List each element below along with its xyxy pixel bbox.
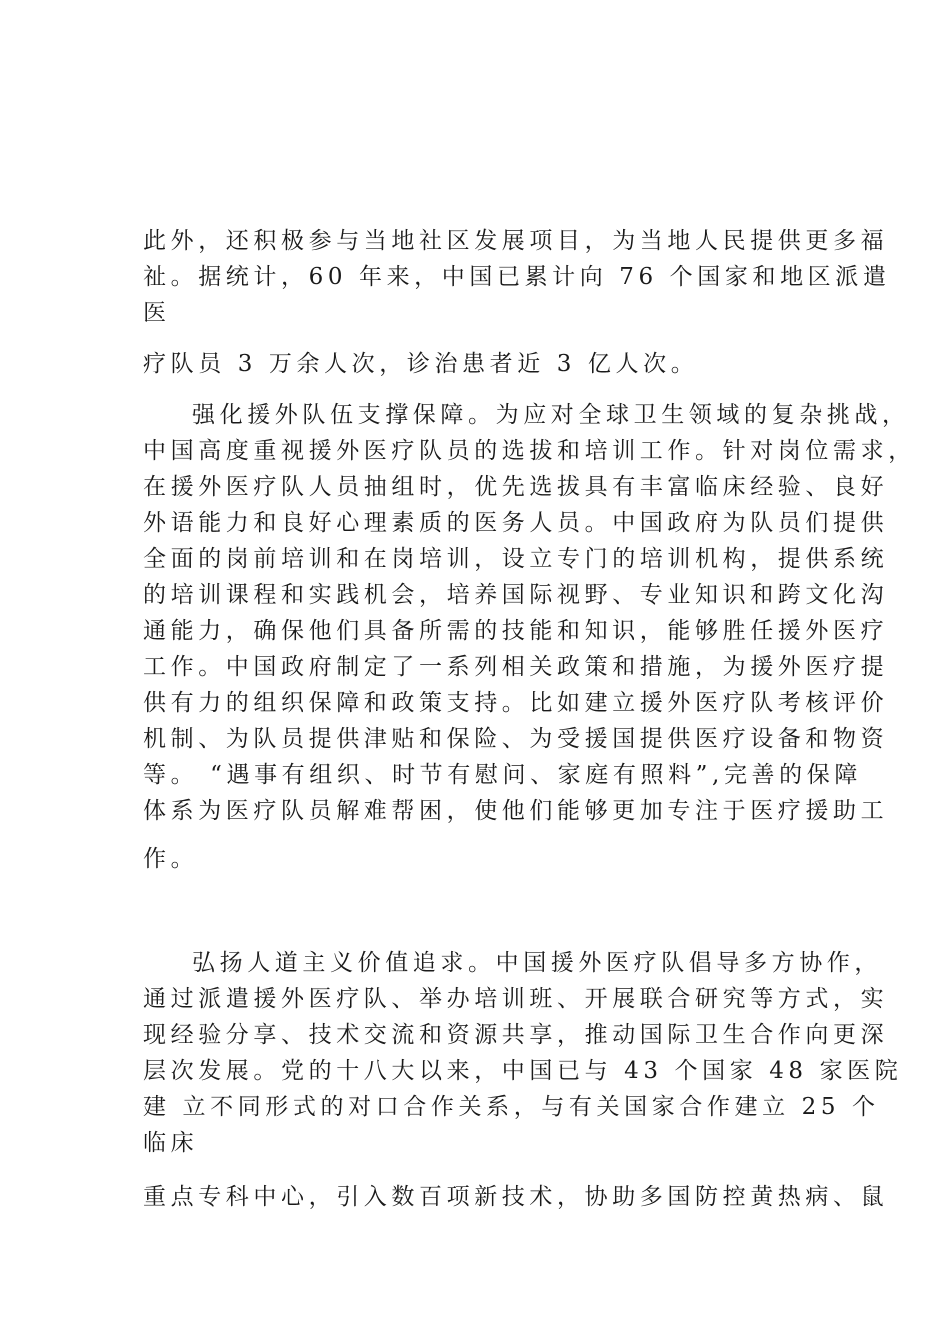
text-line: 在援外医疗队人员抽组时，优先选拔具有丰富临床经验、良好: [143, 474, 889, 500]
text-line: 工作。中国政府制定了一系列相关政策和措施，为援外医疗提: [143, 654, 889, 680]
text-line: 强化援外队伍支撑保障。为应对全球卫生领域的复杂挑战，: [192, 402, 910, 428]
text-line: 的培训课程和实践机会，培养国际视野、专业知识和跨文化沟: [143, 582, 889, 608]
text-line: 弘扬人道主义价值追求。中国援外医疗队倡导多方协作，: [192, 950, 882, 976]
text-line: 等。 “遇事有组织、时节有慰问、家庭有照料”,完善的保障: [143, 762, 862, 788]
text-line: 供有力的组织保障和政策支持。比如建立援外医疗队考核评价: [143, 690, 889, 716]
text-line: 疗队员 3 万余人次，诊治患者近 3 亿人次。: [143, 351, 699, 377]
text-line: 机制、为队员提供津贴和保险、为受援国提供医疗设备和物资: [143, 726, 889, 752]
text-line: 现经验分享、技术交流和资源共享，推动国际卫生合作向更深: [143, 1022, 889, 1048]
text-line: 重点专科中心，引入数百项新技术，协助多国防控黄热病、鼠: [143, 1184, 889, 1210]
text-line: 全面的岗前培训和在岗培训，设立专门的培训机构，提供系统: [143, 546, 889, 572]
text-line: 外语能力和良好心理素质的医务人员。中国政府为队员们提供: [143, 510, 889, 536]
text-line: 体系为医疗队员解难帮困，使他们能够更加专注于医疗援助工: [143, 798, 889, 824]
text-line: 临床: [143, 1130, 199, 1156]
text-line: 层次发展。党的十八大以来，中国已与 43 个国家 48 家医院: [143, 1058, 903, 1084]
text-line: 通能力，确保他们具备所需的技能和知识，能够胜任援外医疗: [143, 618, 889, 644]
text-line: 此外，还积极参与当地社区发展项目，为当地人民提供更多福: [143, 228, 889, 254]
text-line: 中国高度重视援外医疗队员的选拔和培训工作。针对岗位需求，: [143, 438, 916, 464]
text-line: 通过派遣援外医疗队、举办培训班、开展联合研究等方式，实: [143, 986, 889, 1012]
text-line: 医: [143, 300, 171, 326]
text-line: 建 立不同形式的对口合作关系，与有关国家合作建立 25 个: [143, 1094, 880, 1120]
text-line: 祉。据统计，60 年来，中国已累计向 76 个国家和地区派遣: [143, 264, 891, 290]
text-line: 作。: [143, 846, 199, 872]
